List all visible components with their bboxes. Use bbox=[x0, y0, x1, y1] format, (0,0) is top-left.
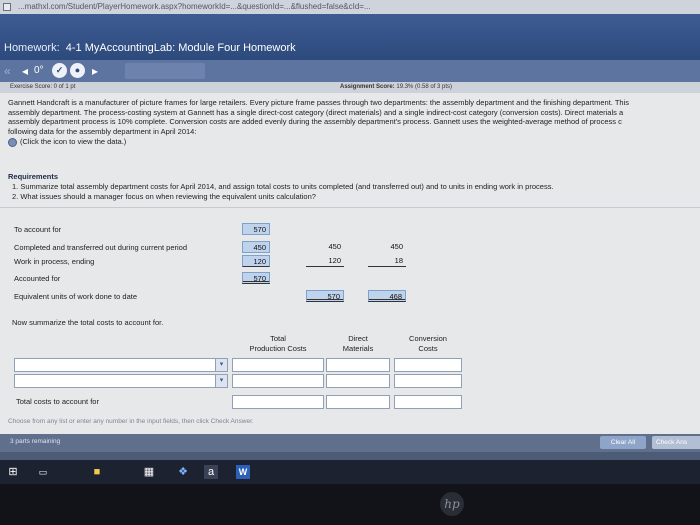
cc-wip[interactable]: 18 bbox=[368, 255, 406, 267]
units-completed-total[interactable]: 450 bbox=[242, 241, 270, 253]
next-question-button[interactable]: ▸ bbox=[92, 64, 99, 78]
problem-text bbox=[8, 98, 698, 147]
col-header-dm-line1: Direct bbox=[348, 334, 368, 343]
url-text: ...mathxl.com/Student/PlayerHomework.aspx?homeworkId=...&questionId=...&flushed=false&cId=... bbox=[18, 2, 371, 11]
divider bbox=[0, 207, 700, 208]
col-header-total bbox=[232, 334, 324, 354]
requirements-heading: Requirements bbox=[8, 172, 59, 181]
row-label-completed: Completed and transferred out during current period bbox=[14, 243, 188, 252]
data-link-text: (Click the icon to view the data.) bbox=[20, 137, 127, 147]
score-bar bbox=[0, 82, 700, 93]
cc-cost-input-2[interactable] bbox=[394, 374, 462, 388]
exercise-score: Exercise Score: 0 of 1 pt bbox=[10, 84, 76, 90]
total-cost-input-1[interactable] bbox=[232, 358, 324, 372]
row-label-accounted-for: Accounted for bbox=[14, 274, 61, 283]
chevron-down-icon[interactable]: ▾ bbox=[215, 375, 227, 387]
cost-line-select-1[interactable] bbox=[14, 358, 228, 372]
units-to-account-for[interactable]: 570 bbox=[242, 223, 270, 235]
row-label-wip-ending: Work in process, ending bbox=[14, 257, 95, 266]
file-explorer-icon[interactable]: ■ bbox=[93, 466, 101, 478]
hp-logo: hp bbox=[440, 492, 464, 516]
total-cost-input-2[interactable] bbox=[232, 374, 324, 388]
cost-line-select-2[interactable] bbox=[14, 374, 228, 388]
prev-question-button[interactable]: ◂ bbox=[22, 64, 29, 78]
page-title bbox=[4, 42, 296, 54]
assignment-score-value: 19.3% (0.58 of 3 pts) bbox=[396, 84, 453, 90]
windows-logo-icon[interactable]: ⊞ bbox=[8, 466, 18, 478]
answer-bar bbox=[0, 434, 700, 452]
help-icon[interactable]: ✓ bbox=[52, 63, 67, 78]
parts-remaining: 3 parts remaining bbox=[10, 438, 61, 445]
units-accounted-for[interactable]: 570 bbox=[242, 272, 270, 284]
dm-cost-input-2[interactable] bbox=[326, 374, 390, 388]
windows-taskbar bbox=[0, 460, 700, 484]
row-label-equiv-units: Equivalent units of work done to date bbox=[14, 292, 137, 301]
chevron-down-icon[interactable]: ▾ bbox=[215, 359, 227, 371]
problem-line: assembly department. The process-costing system at Gannett has a single direct-cost category (direct materials) and a single indirect-cost category (conversion costs). Direct materials a bbox=[8, 107, 624, 117]
col-header-cc-line1: Conversion bbox=[409, 334, 447, 343]
requirement-item: 1. Summarize total assembly department costs for April 2014, and assign total costs to units completed (and transferred out) and to units in ending work in process. bbox=[12, 182, 554, 191]
col-header-dm-line2: Materials bbox=[342, 344, 374, 353]
total-costs-input[interactable] bbox=[232, 395, 324, 409]
dm-completed[interactable]: 450 bbox=[328, 242, 341, 251]
assignment-score bbox=[340, 82, 452, 93]
nav-tail bbox=[125, 63, 205, 79]
tab-icon bbox=[3, 3, 11, 11]
col-header-cc-line2: Costs bbox=[418, 344, 438, 353]
col-header-total-line1: Total bbox=[270, 334, 286, 343]
clear-all-button[interactable]: Clear All bbox=[600, 436, 646, 449]
requirement-item: 2. What issues should a manager focus on when reviewing the equivalent units calculation? bbox=[12, 192, 316, 201]
problem-line: Gannett Handcraft is a manufacturer of picture frames for large retailers. Every picture frame passes through two departments: the assembly department and the finishing department. This bbox=[8, 98, 629, 107]
question-nav bbox=[0, 60, 700, 82]
problem-line: following data for the assembly department in April 2014: bbox=[8, 126, 197, 136]
browser-url-bar[interactable] bbox=[0, 0, 700, 14]
assignment-score-label: Assignment Score: bbox=[340, 84, 395, 90]
dm-equivalent-units[interactable]: 570 bbox=[306, 290, 344, 302]
total-dm-input[interactable] bbox=[326, 395, 390, 409]
cc-cost-input-1[interactable] bbox=[394, 358, 462, 372]
row-label-to-account-for: To account for bbox=[14, 225, 62, 234]
question-panel bbox=[0, 82, 700, 452]
question-number: 0° bbox=[34, 65, 44, 76]
units-wip-total[interactable]: 120 bbox=[242, 255, 270, 267]
page-bottom-strip bbox=[0, 452, 700, 460]
laptop-bezel bbox=[0, 484, 700, 525]
word-icon[interactable]: W bbox=[236, 465, 250, 479]
title-prefix: Homework: bbox=[4, 42, 60, 54]
dm-cost-input-1[interactable] bbox=[326, 358, 390, 372]
cc-completed[interactable]: 450 bbox=[390, 242, 403, 251]
total-costs-label: Total costs to account for bbox=[16, 397, 99, 406]
problem-line: assembly department process is 10% complete. Conversion costs are added evenly during the assembly department's process. Gannett uses the weighted-average method of process c bbox=[8, 117, 622, 127]
check-answer-button[interactable]: Check Ans bbox=[652, 436, 700, 449]
col-header-cc bbox=[394, 334, 462, 354]
first-question-icon[interactable]: « bbox=[4, 64, 11, 78]
instruction-hint: Choose from any list or enter any number in the input fields, then click Check Answer. bbox=[8, 418, 254, 425]
dropbox-icon[interactable]: ❖ bbox=[178, 466, 188, 478]
data-link-row bbox=[8, 137, 698, 147]
col-header-total-line2: Production Costs bbox=[249, 344, 307, 353]
store-icon[interactable]: ▦ bbox=[143, 466, 155, 478]
requirements bbox=[8, 172, 554, 202]
info-icon[interactable]: ● bbox=[70, 63, 85, 78]
task-view-icon[interactable]: ▭ bbox=[38, 467, 48, 477]
cost-intro: Now summarize the total costs to account for. bbox=[12, 318, 164, 327]
cc-equivalent-units[interactable]: 468 bbox=[368, 290, 406, 302]
title-text: 4-1 MyAccountingLab: Module Four Homework bbox=[65, 42, 296, 54]
data-table-icon[interactable] bbox=[8, 138, 17, 147]
total-cc-input[interactable] bbox=[394, 395, 462, 409]
amazon-icon[interactable]: a bbox=[204, 465, 218, 479]
dm-wip[interactable]: 120 bbox=[306, 255, 344, 267]
col-header-dm bbox=[326, 334, 390, 354]
homework-header bbox=[0, 14, 700, 60]
